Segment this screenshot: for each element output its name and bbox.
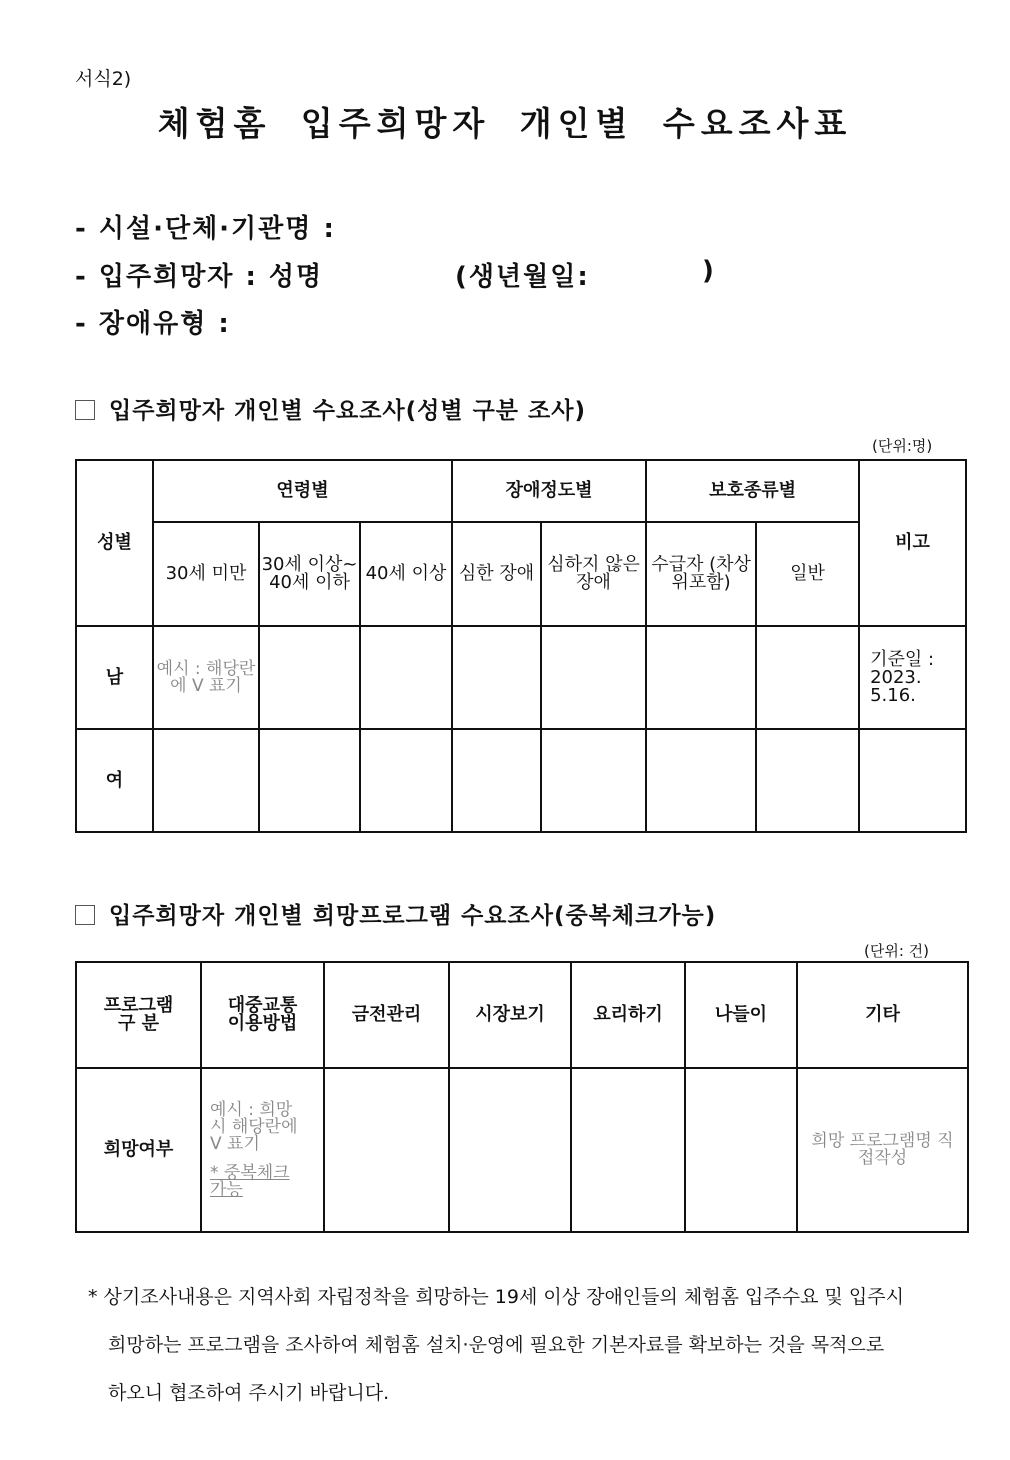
table-cell[interactable] — [541, 729, 646, 832]
table-cell[interactable] — [324, 1068, 449, 1232]
example-cell[interactable] — [201, 1068, 324, 1232]
section1-heading-text: 입주희망자 개인별 수요조사(성별 구분 조사) — [109, 398, 586, 424]
subheader-severe: 심한 장애 — [452, 522, 541, 626]
subheader-under-30: 30세 미만 — [153, 522, 259, 626]
row-label-male: 남 — [76, 626, 153, 729]
section2-heading-text: 입주희망자 개인별 희망프로그램 수요조사(중복체크가능) — [109, 903, 717, 929]
gender-demand-table — [75, 459, 967, 833]
checkbox-icon — [75, 400, 95, 420]
footnote-line: 하오니 협조하여 주시기 바랍니다. — [108, 1382, 390, 1404]
footnote-line: 희망하는 프로그램을 조사하여 체험홈 설치·운영에 필요한 기본자료를 확보하는 것을 목적으로 — [108, 1334, 885, 1356]
table-cell[interactable] — [859, 729, 966, 832]
table-row — [76, 729, 966, 832]
header-age: 연령별 — [153, 460, 452, 522]
subheader-general: 일반 — [756, 522, 859, 626]
example-cell[interactable]: 예시 : 해당란에 V 표기 — [153, 626, 259, 729]
remark-cell[interactable]: 기준일 : 2023. 5.16. — [859, 626, 966, 729]
page-title: 체험홈 입주희망자 개인별 수요조사표 — [157, 104, 853, 143]
applicant-name-field: - 입주희망자 : 성명 — [75, 262, 324, 292]
table-cell[interactable] — [153, 729, 259, 832]
header-program-category: 프로그램 구 분 — [76, 962, 201, 1068]
example-text: 예시 : 희망시 해당란에 V 표기 — [210, 1099, 298, 1154]
form-number: 서식2) — [75, 68, 132, 90]
row-label-preference: 희망여부 — [76, 1068, 201, 1232]
subheader-non-severe: 심하지 않은 장애 — [541, 522, 646, 626]
section2-heading — [75, 897, 716, 930]
table-cell[interactable] — [259, 729, 360, 832]
table-cell[interactable] — [646, 729, 756, 832]
other-program-cell[interactable]: 희망 프로그램명 직접작성 — [797, 1068, 968, 1232]
example-note: * 중복체크 가능 — [210, 1162, 290, 1200]
table-cell[interactable] — [646, 626, 756, 729]
table-cell[interactable] — [756, 729, 859, 832]
header-outing: 나들이 — [685, 962, 797, 1068]
table-cell[interactable] — [360, 729, 452, 832]
subheader-over-40: 40세 이상 — [360, 522, 452, 626]
header-public-transport: 대중교통 이용방법 — [201, 962, 324, 1068]
header-other: 기타 — [797, 962, 968, 1068]
header-protection: 보호종류별 — [646, 460, 859, 522]
table-cell[interactable] — [756, 626, 859, 729]
header-money-management: 금전관리 — [324, 962, 449, 1068]
section1-unit: (단위:명) — [872, 437, 933, 455]
table-cell[interactable] — [452, 626, 541, 729]
header-remark: 비고 — [859, 460, 966, 626]
subheader-recipient: 수급자 (차상위포함) — [646, 522, 756, 626]
disability-type-field: - 장애유형 : — [75, 309, 231, 339]
facility-field: - 시설·단체·기관명 : — [75, 214, 336, 244]
table-row — [76, 1068, 968, 1232]
row-label-female: 여 — [76, 729, 153, 832]
footnote — [88, 1273, 958, 1417]
table-cell[interactable] — [685, 1068, 797, 1232]
table-cell[interactable] — [449, 1068, 571, 1232]
table-cell[interactable] — [360, 626, 452, 729]
table-cell[interactable] — [452, 729, 541, 832]
section2-unit: (단위: 건) — [864, 942, 929, 960]
table-cell[interactable] — [571, 1068, 685, 1232]
subheader-30-40: 30세 이상~ 40세 이하 — [259, 522, 360, 626]
header-grocery-shopping: 시장보기 — [449, 962, 571, 1068]
table-row — [76, 626, 966, 729]
header-cooking: 요리하기 — [571, 962, 685, 1068]
birthdate-close: ) — [702, 256, 716, 286]
birthdate-field: (생년월일: — [455, 262, 590, 292]
header-gender: 성별 — [76, 460, 153, 626]
section1-heading — [75, 392, 586, 425]
checkbox-icon — [75, 905, 95, 925]
footnote-line: * 상기조사내용은 지역사회 자립정착을 희망하는 19세 이상 장애인들의 체험홈 입주수요 및 입주시 — [88, 1286, 904, 1308]
table-cell[interactable] — [541, 626, 646, 729]
program-demand-table — [75, 961, 969, 1233]
header-severity: 장애정도별 — [452, 460, 646, 522]
table-cell[interactable] — [259, 626, 360, 729]
